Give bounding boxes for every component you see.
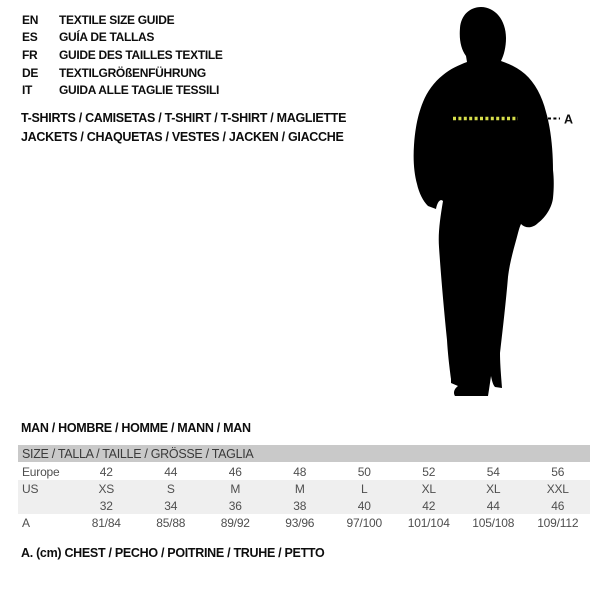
table-cell: 32 <box>99 498 113 513</box>
table-cell: 52 <box>422 464 436 479</box>
row-label: US <box>22 481 39 496</box>
table-cell: 44 <box>486 498 500 513</box>
table-cell: 44 <box>164 464 178 479</box>
chest-measure-label: A <box>564 112 574 127</box>
table-cell: 40 <box>357 498 371 513</box>
table-cell: XL <box>421 481 436 496</box>
size-table-header-text: SIZE / TALLA / TAILLE / GRÖSSE / TAGLIA <box>22 446 254 461</box>
table-row-europe <box>18 463 590 480</box>
category-list <box>21 109 346 147</box>
table-cell: 38 <box>293 498 307 513</box>
table-cell: 42 <box>422 498 436 513</box>
table-cell: 46 <box>228 464 242 479</box>
table-cell: 42 <box>99 464 113 479</box>
table-cell: 85/88 <box>156 515 186 530</box>
male-silhouette-svg <box>400 5 586 400</box>
row-label: A <box>22 515 30 530</box>
category-jackets: JACKETS / CHAQUETAS / VESTES / JACKEN / GIACCHE <box>21 130 344 144</box>
language-label: TEXTILGRÖßENFÜHRUNG <box>59 65 206 80</box>
language-code: DE <box>22 65 39 80</box>
table-cell: XL <box>486 481 501 496</box>
table-cell: 89/92 <box>220 515 250 530</box>
table-cell: 46 <box>551 498 565 513</box>
language-code: FR <box>22 47 38 62</box>
table-cell: XXL <box>546 481 569 496</box>
language-label: GUIDE DES TAILLES TEXTILE <box>59 47 223 62</box>
table-cell: 81/84 <box>91 515 121 530</box>
table-cell: 34 <box>164 498 178 513</box>
language-row-fr <box>22 46 223 64</box>
language-row-de <box>22 64 223 82</box>
category-tshirts: T-SHIRTS / CAMISETAS / T-SHIRT / T-SHIRT / MAGLIETTE <box>21 111 347 125</box>
measurement-footnote: A. (cm) CHEST / PECHO / POITRINE / TRUHE / PETTO <box>21 546 325 560</box>
male-silhouette-figure <box>400 5 586 400</box>
size-table <box>18 463 590 531</box>
language-label: GUIDA ALLE TAGLIE TESSILI <box>59 83 220 98</box>
table-row-us-letters <box>18 480 590 497</box>
language-label: TEXTILE SIZE GUIDE <box>59 12 175 27</box>
language-row-en <box>22 11 223 29</box>
table-cell: 93/96 <box>285 515 315 530</box>
table-cell: M <box>294 481 305 496</box>
section-heading-man: MAN / HOMBRE / HOMME / MANN / MAN <box>21 421 251 435</box>
language-row-it <box>22 81 223 99</box>
table-cell: 56 <box>551 464 565 479</box>
table-cell: 36 <box>228 498 242 513</box>
language-row-es <box>22 29 223 47</box>
table-cell: XS <box>98 481 115 496</box>
table-row-chest-cm <box>18 514 590 531</box>
table-cell: 48 <box>293 464 307 479</box>
table-cell: 105/108 <box>472 515 515 530</box>
table-row-us-numbers <box>18 497 590 514</box>
table-cell: S <box>166 481 175 496</box>
table-cell: 109/112 <box>537 515 579 530</box>
table-cell: 54 <box>486 464 500 479</box>
table-cell: L <box>361 481 368 496</box>
language-label: GUÍA DE TALLAS <box>59 30 155 45</box>
row-label: Europe <box>22 464 60 479</box>
table-cell: 101/104 <box>407 515 450 530</box>
table-cell: M <box>230 481 241 496</box>
size-table-header-bar <box>18 445 590 462</box>
language-code: IT <box>22 83 33 98</box>
language-code: ES <box>22 30 38 45</box>
language-list <box>22 11 223 99</box>
table-cell: 97/100 <box>346 515 382 530</box>
table-cell: 50 <box>357 464 371 479</box>
male-silhouette-shape <box>414 7 554 396</box>
language-code: EN <box>22 12 39 27</box>
